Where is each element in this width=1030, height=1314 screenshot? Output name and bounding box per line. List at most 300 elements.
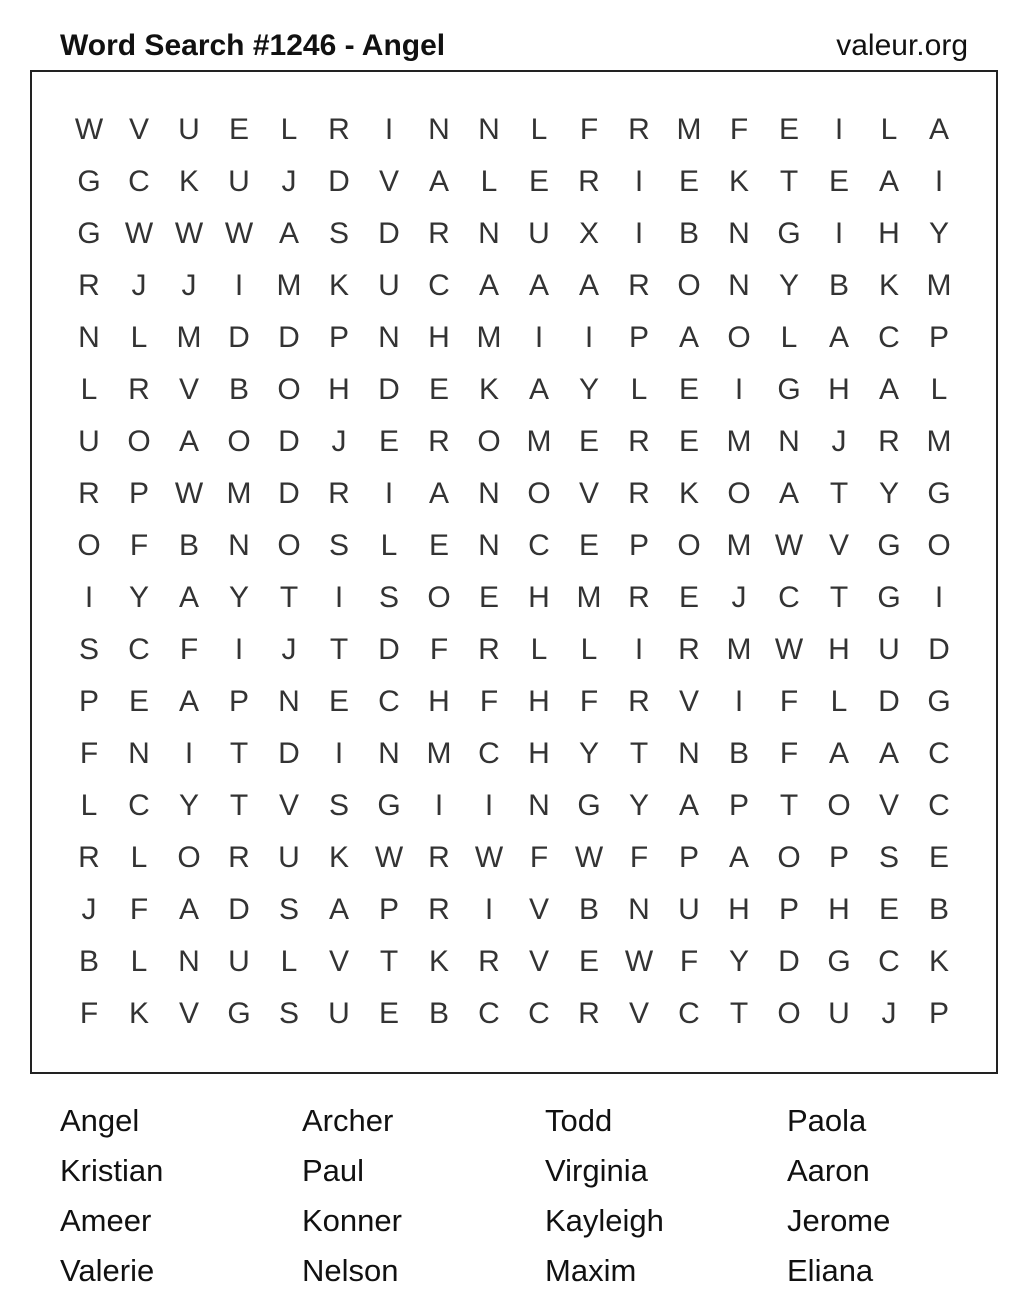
grid-letter[interactable]: N — [278, 685, 300, 718]
grid-letter[interactable]: S — [878, 841, 899, 874]
grid-letter[interactable]: W — [624, 945, 654, 978]
grid-letter[interactable]: U — [178, 113, 200, 146]
grid-letter[interactable]: L — [830, 685, 848, 718]
grid-letter[interactable]: E — [928, 841, 949, 874]
grid-letter[interactable]: I — [384, 113, 394, 146]
grid-letter[interactable]: A — [178, 893, 199, 926]
grid-letter[interactable]: K — [728, 165, 749, 198]
grid-letter[interactable]: F — [129, 893, 149, 926]
grid-letter[interactable]: L — [880, 113, 898, 146]
grid-letter[interactable]: M — [726, 529, 752, 562]
grid-letter[interactable]: A — [428, 165, 449, 198]
grid-letter[interactable]: E — [678, 581, 699, 614]
grid-letter[interactable]: F — [429, 633, 449, 666]
grid-letter[interactable]: O — [77, 529, 101, 562]
grid-letter[interactable]: O — [727, 477, 751, 510]
grid-letter[interactable]: D — [928, 633, 950, 666]
grid-letter[interactable]: W — [74, 113, 104, 146]
grid-letter[interactable]: O — [277, 529, 301, 562]
grid-letter[interactable]: R — [428, 425, 450, 458]
grid-letter[interactable]: C — [128, 165, 150, 198]
grid-letter[interactable]: L — [930, 373, 948, 406]
grid-letter[interactable]: T — [229, 789, 249, 822]
grid-letter[interactable]: D — [778, 945, 800, 978]
grid-letter[interactable]: G — [777, 373, 801, 406]
grid-letter[interactable]: A — [178, 685, 199, 718]
grid-letter[interactable]: E — [128, 685, 149, 718]
grid-letter[interactable]: D — [328, 165, 350, 198]
grid-letter[interactable]: V — [278, 789, 299, 822]
grid-letter[interactable]: O — [827, 789, 851, 822]
grid-letter[interactable]: A — [928, 113, 949, 146]
grid-letter[interactable]: N — [478, 217, 500, 250]
grid-letter[interactable]: I — [534, 321, 544, 354]
grid-letter[interactable]: B — [678, 217, 699, 250]
grid-letter[interactable]: I — [734, 373, 744, 406]
grid-letter[interactable]: N — [178, 945, 200, 978]
grid-letter[interactable]: R — [428, 217, 450, 250]
grid-letter[interactable]: M — [526, 425, 552, 458]
grid-letter[interactable]: M — [926, 269, 952, 302]
grid-letter[interactable]: R — [628, 685, 650, 718]
grid-letter[interactable]: M — [176, 321, 202, 354]
grid-letter[interactable]: E — [378, 425, 399, 458]
grid-letter[interactable]: U — [228, 165, 250, 198]
grid-letter[interactable]: E — [878, 893, 899, 926]
grid-letter[interactable]: G — [927, 477, 951, 510]
grid-letter[interactable]: M — [726, 633, 752, 666]
grid-letter[interactable]: N — [778, 425, 800, 458]
grid-letter[interactable]: R — [628, 113, 650, 146]
grid-letter[interactable]: G — [77, 217, 101, 250]
grid-letter[interactable]: F — [129, 529, 149, 562]
grid-letter[interactable]: D — [878, 685, 900, 718]
grid-letter[interactable]: U — [878, 633, 900, 666]
grid-letter[interactable]: N — [678, 737, 700, 770]
grid-letter[interactable]: G — [927, 685, 951, 718]
grid-letter[interactable]: C — [478, 737, 500, 770]
grid-letter[interactable]: P — [328, 321, 349, 354]
grid-letter[interactable]: O — [777, 841, 801, 874]
grid-letter[interactable]: D — [228, 321, 250, 354]
grid-letter[interactable]: T — [779, 165, 799, 198]
grid-letter[interactable]: E — [578, 529, 599, 562]
grid-letter[interactable]: M — [226, 477, 252, 510]
grid-letter[interactable]: L — [380, 529, 398, 562]
grid-letter[interactable]: R — [228, 841, 250, 874]
grid-letter[interactable]: O — [527, 477, 551, 510]
grid-letter[interactable]: I — [384, 477, 394, 510]
grid-letter[interactable]: R — [578, 165, 600, 198]
grid-letter[interactable]: H — [828, 373, 850, 406]
grid-letter[interactable]: M — [576, 581, 602, 614]
grid-letter[interactable]: B — [728, 737, 749, 770]
grid-letter[interactable]: P — [228, 685, 249, 718]
grid-letter[interactable]: B — [428, 997, 449, 1030]
grid-letter[interactable]: R — [628, 477, 650, 510]
grid-letter[interactable]: Y — [728, 945, 749, 978]
grid-letter[interactable]: H — [528, 737, 550, 770]
grid-letter[interactable]: T — [229, 737, 249, 770]
grid-letter[interactable]: K — [878, 269, 899, 302]
grid-letter[interactable]: I — [634, 165, 644, 198]
grid-letter[interactable]: R — [478, 633, 500, 666]
grid-letter[interactable]: A — [828, 321, 849, 354]
grid-letter[interactable]: U — [78, 425, 100, 458]
grid-letter[interactable]: O — [427, 581, 451, 614]
grid-letter[interactable]: C — [678, 997, 700, 1030]
grid-letter[interactable]: N — [378, 737, 400, 770]
grid-letter[interactable]: C — [528, 997, 550, 1030]
grid-letter[interactable]: J — [881, 997, 897, 1030]
grid-letter[interactable]: P — [128, 477, 149, 510]
grid-letter[interactable]: U — [278, 841, 300, 874]
grid-letter[interactable]: L — [130, 841, 148, 874]
grid-letter[interactable]: L — [80, 373, 98, 406]
grid-letter[interactable]: Y — [178, 789, 199, 822]
grid-letter[interactable]: C — [428, 269, 450, 302]
grid-letter[interactable]: A — [178, 581, 199, 614]
grid-letter[interactable]: R — [578, 997, 600, 1030]
grid-letter[interactable]: N — [128, 737, 150, 770]
grid-letter[interactable]: G — [827, 945, 851, 978]
grid-letter[interactable]: C — [128, 789, 150, 822]
grid-letter[interactable]: C — [928, 737, 950, 770]
grid-letter[interactable]: E — [678, 425, 699, 458]
grid-letter[interactable]: R — [328, 113, 350, 146]
grid-letter[interactable]: O — [227, 425, 251, 458]
grid-letter[interactable]: N — [528, 789, 550, 822]
grid-letter[interactable]: P — [628, 529, 649, 562]
grid-letter[interactable]: R — [628, 425, 650, 458]
grid-letter[interactable]: R — [78, 841, 100, 874]
grid-letter[interactable]: K — [128, 997, 149, 1030]
grid-letter[interactable]: D — [278, 737, 300, 770]
grid-letter[interactable]: K — [678, 477, 699, 510]
grid-letter[interactable]: L — [80, 789, 98, 822]
grid-letter[interactable]: U — [528, 217, 550, 250]
grid-letter[interactable]: P — [928, 321, 949, 354]
grid-letter[interactable]: C — [128, 633, 150, 666]
grid-letter[interactable]: L — [280, 113, 298, 146]
grid-letter[interactable]: S — [328, 789, 349, 822]
grid-letter[interactable]: M — [276, 269, 302, 302]
grid-letter[interactable]: J — [731, 581, 747, 614]
grid-letter[interactable]: J — [831, 425, 847, 458]
grid-letter[interactable]: T — [379, 945, 399, 978]
grid-letter[interactable]: R — [628, 581, 650, 614]
grid-letter[interactable]: H — [328, 373, 350, 406]
grid-letter[interactable]: B — [228, 373, 249, 406]
grid-letter[interactable]: F — [779, 685, 799, 718]
grid-letter[interactable]: O — [727, 321, 751, 354]
grid-letter[interactable]: A — [528, 269, 549, 302]
grid-letter[interactable]: R — [628, 269, 650, 302]
grid-letter[interactable]: I — [734, 685, 744, 718]
grid-letter[interactable]: E — [578, 945, 599, 978]
grid-letter[interactable]: M — [476, 321, 502, 354]
grid-letter[interactable]: R — [478, 945, 500, 978]
grid-letter[interactable]: A — [778, 477, 799, 510]
grid-letter[interactable]: D — [278, 477, 300, 510]
grid-letter[interactable]: R — [328, 477, 350, 510]
grid-letter[interactable]: T — [279, 581, 299, 614]
grid-letter[interactable]: J — [181, 269, 197, 302]
grid-letter[interactable]: E — [428, 373, 449, 406]
grid-letter[interactable]: E — [328, 685, 349, 718]
grid-letter[interactable]: I — [484, 893, 494, 926]
grid-letter[interactable]: O — [927, 529, 951, 562]
grid-letter[interactable]: D — [378, 217, 400, 250]
grid-letter[interactable]: G — [577, 789, 601, 822]
grid-letter[interactable]: N — [628, 893, 650, 926]
grid-letter[interactable]: E — [378, 997, 399, 1030]
grid-letter[interactable]: R — [128, 373, 150, 406]
grid-letter[interactable]: F — [79, 997, 99, 1030]
grid-letter[interactable]: T — [829, 581, 849, 614]
grid-letter[interactable]: W — [774, 529, 804, 562]
grid-letter[interactable]: V — [578, 477, 599, 510]
grid-letter[interactable]: A — [878, 737, 899, 770]
grid-letter[interactable]: W — [574, 841, 604, 874]
grid-letter[interactable]: B — [928, 893, 949, 926]
grid-letter[interactable]: C — [878, 945, 900, 978]
grid-letter[interactable]: R — [78, 477, 100, 510]
grid-letter[interactable]: V — [678, 685, 699, 718]
grid-letter[interactable]: S — [328, 529, 349, 562]
grid-letter[interactable]: R — [878, 425, 900, 458]
grid-letter[interactable]: H — [828, 893, 850, 926]
grid-letter[interactable]: G — [77, 165, 101, 198]
grid-letter[interactable]: T — [729, 997, 749, 1030]
grid-letter[interactable]: I — [634, 217, 644, 250]
grid-letter[interactable]: N — [378, 321, 400, 354]
grid-letter[interactable]: J — [131, 269, 147, 302]
grid-letter[interactable]: S — [378, 581, 399, 614]
grid-letter[interactable]: J — [281, 165, 297, 198]
grid-letter[interactable]: A — [678, 789, 699, 822]
grid-letter[interactable]: R — [678, 633, 700, 666]
grid-letter[interactable]: P — [828, 841, 849, 874]
grid-letter[interactable]: P — [778, 893, 799, 926]
grid-letter[interactable]: F — [679, 945, 699, 978]
grid-letter[interactable]: T — [829, 477, 849, 510]
grid-letter[interactable]: M — [676, 113, 702, 146]
grid-letter[interactable]: J — [281, 633, 297, 666]
grid-letter[interactable]: N — [78, 321, 100, 354]
grid-letter[interactable]: Y — [578, 373, 599, 406]
grid-letter[interactable]: V — [828, 529, 849, 562]
grid-letter[interactable]: I — [834, 113, 844, 146]
grid-letter[interactable]: N — [228, 529, 250, 562]
grid-letter[interactable]: Y — [878, 477, 899, 510]
grid-letter[interactable]: B — [828, 269, 849, 302]
grid-letter[interactable]: P — [728, 789, 749, 822]
grid-letter[interactable]: N — [728, 269, 750, 302]
grid-letter[interactable]: N — [478, 477, 500, 510]
grid-letter[interactable]: W — [474, 841, 504, 874]
grid-letter[interactable]: P — [78, 685, 99, 718]
grid-letter[interactable]: M — [426, 737, 452, 770]
grid-letter[interactable]: N — [428, 113, 450, 146]
grid-letter[interactable]: L — [630, 373, 648, 406]
grid-letter[interactable]: H — [828, 633, 850, 666]
grid-letter[interactable]: J — [81, 893, 97, 926]
grid-letter[interactable]: C — [478, 997, 500, 1030]
grid-letter[interactable]: F — [479, 685, 499, 718]
grid-letter[interactable]: E — [828, 165, 849, 198]
grid-letter[interactable]: D — [278, 425, 300, 458]
grid-letter[interactable]: F — [729, 113, 749, 146]
grid-letter[interactable]: C — [378, 685, 400, 718]
grid-letter[interactable]: I — [84, 581, 94, 614]
grid-letter[interactable]: M — [926, 425, 952, 458]
grid-letter[interactable]: E — [528, 165, 549, 198]
grid-letter[interactable]: F — [579, 685, 599, 718]
grid-letter[interactable]: F — [779, 737, 799, 770]
grid-letter[interactable]: E — [678, 373, 699, 406]
grid-letter[interactable]: U — [228, 945, 250, 978]
grid-letter[interactable]: V — [878, 789, 899, 822]
grid-letter[interactable]: W — [374, 841, 404, 874]
grid-letter[interactable]: U — [328, 997, 350, 1030]
grid-letter[interactable]: P — [678, 841, 699, 874]
grid-letter[interactable]: E — [228, 113, 249, 146]
grid-letter[interactable]: Y — [578, 737, 599, 770]
grid-letter[interactable]: K — [178, 165, 199, 198]
grid-letter[interactable]: E — [578, 425, 599, 458]
grid-letter[interactable]: V — [528, 945, 549, 978]
grid-letter[interactable]: N — [478, 529, 500, 562]
grid-letter[interactable]: C — [528, 529, 550, 562]
grid-letter[interactable]: F — [579, 113, 599, 146]
grid-letter[interactable]: C — [928, 789, 950, 822]
grid-letter[interactable]: G — [377, 789, 401, 822]
grid-letter[interactable]: R — [428, 841, 450, 874]
grid-letter[interactable]: A — [878, 373, 899, 406]
grid-letter[interactable]: V — [178, 373, 199, 406]
grid-letter[interactable]: H — [728, 893, 750, 926]
grid-letter[interactable]: W — [224, 217, 254, 250]
grid-letter[interactable]: H — [528, 581, 550, 614]
grid-letter[interactable]: L — [530, 633, 548, 666]
grid-letter[interactable]: F — [79, 737, 99, 770]
grid-letter[interactable]: U — [678, 893, 700, 926]
grid-letter[interactable]: T — [629, 737, 649, 770]
grid-letter[interactable]: N — [478, 113, 500, 146]
grid-letter[interactable]: O — [277, 373, 301, 406]
grid-letter[interactable]: A — [478, 269, 499, 302]
grid-letter[interactable]: W — [174, 477, 204, 510]
grid-letter[interactable]: U — [828, 997, 850, 1030]
grid-letter[interactable]: I — [234, 269, 244, 302]
grid-letter[interactable]: U — [378, 269, 400, 302]
grid-letter[interactable]: A — [678, 321, 699, 354]
grid-letter[interactable]: I — [934, 165, 944, 198]
grid-letter[interactable]: I — [834, 217, 844, 250]
grid-letter[interactable]: S — [278, 893, 299, 926]
grid-letter[interactable]: Y — [778, 269, 799, 302]
grid-letter[interactable]: V — [528, 893, 549, 926]
grid-letter[interactable]: Y — [228, 581, 249, 614]
grid-letter[interactable]: K — [328, 269, 349, 302]
grid-letter[interactable]: L — [130, 321, 148, 354]
grid-letter[interactable]: V — [628, 997, 649, 1030]
grid-letter[interactable]: I — [184, 737, 194, 770]
grid-letter[interactable]: E — [678, 165, 699, 198]
grid-letter[interactable]: G — [877, 529, 901, 562]
grid-letter[interactable]: D — [278, 321, 300, 354]
grid-letter[interactable]: L — [580, 633, 598, 666]
grid-letter[interactable]: P — [378, 893, 399, 926]
grid-letter[interactable]: G — [877, 581, 901, 614]
grid-letter[interactable]: D — [378, 633, 400, 666]
grid-letter[interactable]: A — [728, 841, 749, 874]
grid-letter[interactable]: Y — [628, 789, 649, 822]
grid-letter[interactable]: M — [726, 425, 752, 458]
grid-letter[interactable]: G — [227, 997, 251, 1030]
grid-letter[interactable]: A — [328, 893, 349, 926]
grid-letter[interactable]: P — [628, 321, 649, 354]
grid-letter[interactable]: H — [428, 321, 450, 354]
grid-letter[interactable]: J — [331, 425, 347, 458]
grid-letter[interactable]: I — [334, 737, 344, 770]
grid-letter[interactable]: A — [828, 737, 849, 770]
grid-letter[interactable]: A — [878, 165, 899, 198]
grid-letter[interactable]: T — [779, 789, 799, 822]
grid-letter[interactable]: I — [934, 581, 944, 614]
grid-letter[interactable]: A — [178, 425, 199, 458]
grid-letter[interactable]: K — [328, 841, 349, 874]
grid-letter[interactable]: I — [434, 789, 444, 822]
grid-letter[interactable]: A — [578, 269, 599, 302]
grid-letter[interactable]: F — [179, 633, 199, 666]
grid-letter[interactable]: R — [78, 269, 100, 302]
grid-letter[interactable]: O — [677, 529, 701, 562]
grid-letter[interactable]: O — [177, 841, 201, 874]
grid-letter[interactable]: I — [484, 789, 494, 822]
grid-letter[interactable]: A — [528, 373, 549, 406]
grid-letter[interactable]: L — [780, 321, 798, 354]
grid-letter[interactable]: H — [428, 685, 450, 718]
grid-letter[interactable]: K — [928, 945, 949, 978]
grid-letter[interactable]: H — [528, 685, 550, 718]
grid-letter[interactable]: I — [334, 581, 344, 614]
grid-letter[interactable]: V — [328, 945, 349, 978]
grid-letter[interactable]: V — [178, 997, 199, 1030]
grid-letter[interactable]: I — [234, 633, 244, 666]
grid-letter[interactable]: S — [328, 217, 349, 250]
grid-letter[interactable]: A — [278, 217, 299, 250]
grid-letter[interactable]: O — [677, 269, 701, 302]
grid-letter[interactable]: B — [578, 893, 599, 926]
grid-letter[interactable]: S — [278, 997, 299, 1030]
grid-letter[interactable]: Y — [128, 581, 149, 614]
grid-letter[interactable]: W — [174, 217, 204, 250]
grid-letter[interactable]: I — [584, 321, 594, 354]
grid-letter[interactable]: L — [530, 113, 548, 146]
grid-letter[interactable]: L — [280, 945, 298, 978]
grid-letter[interactable]: W — [774, 633, 804, 666]
grid-letter[interactable]: Y — [928, 217, 949, 250]
grid-letter[interactable]: B — [178, 529, 199, 562]
grid-letter[interactable]: K — [478, 373, 499, 406]
grid-letter[interactable]: O — [777, 997, 801, 1030]
grid-letter[interactable]: W — [124, 217, 154, 250]
grid-letter[interactable]: V — [128, 113, 149, 146]
grid-letter[interactable]: P — [928, 997, 949, 1030]
grid-letter[interactable]: E — [778, 113, 799, 146]
